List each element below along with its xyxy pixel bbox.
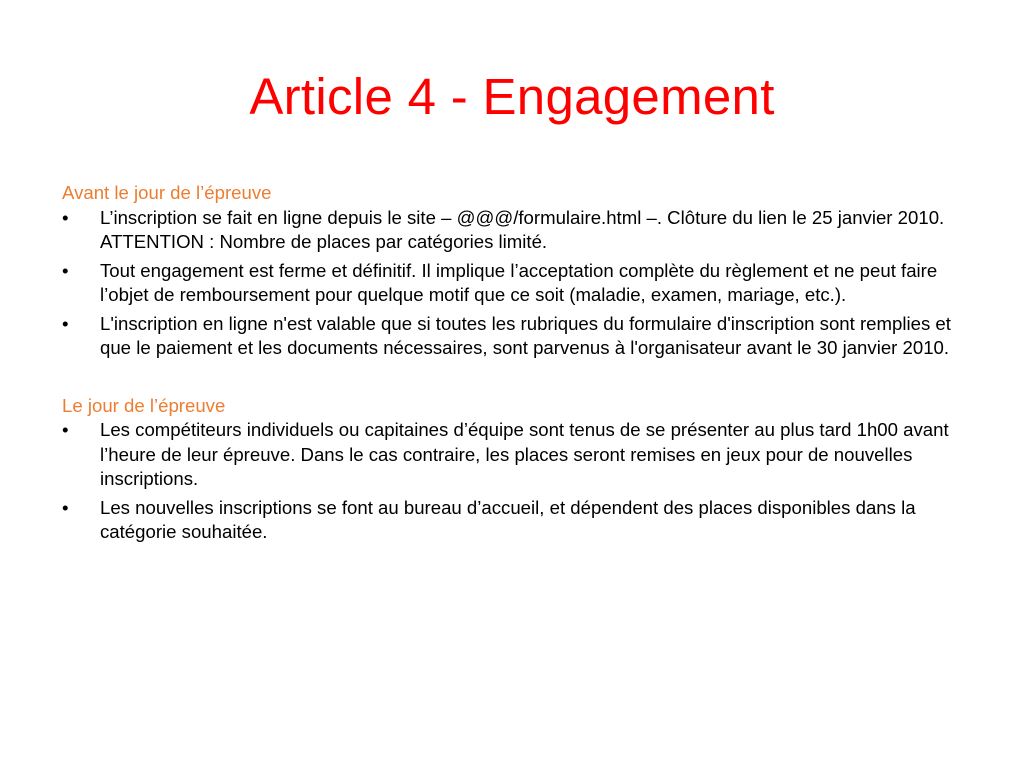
bullet-icon: • [62, 206, 69, 228]
list-item [62, 206, 962, 255]
section-before-event [62, 181, 962, 361]
bullet-icon: • [62, 496, 69, 518]
list-item-text: Les compétiteurs individuels ou capitaines d’équipe sont tenus de se présenter au plus tard 1h00 avant l’heure de leur épreuve. Dans le cas contraire, les places seront remises en jeux pour de nouvelles inscriptions. [100, 419, 949, 489]
slide-body [62, 181, 962, 549]
list-item [62, 259, 962, 308]
bullet-icon: • [62, 419, 69, 440]
list-item-text: L'inscription en ligne n'est valable que si toutes les rubriques du formulaire d'inscription sont remplies et que le paiement et les documents nécessaires, sont parvenus à l'organisateur avant le 30 janvier 2010. [100, 312, 951, 358]
list-item-text: Les nouvelles inscriptions se font au bureau d’accueil, et dépendent des places disponibles dans la catégorie souhaitée. [100, 496, 916, 542]
section-spacer [62, 365, 962, 394]
list-item [62, 496, 962, 545]
section-heading: Le jour de l’épreuve [62, 394, 226, 416]
bullet-icon: • [62, 312, 69, 334]
list-item [62, 418, 962, 492]
list-item-text: Tout engagement est ferme et définitif. Il implique l’acceptation complète du règlement et ne peut faire l’objet de remboursement pour quelque motif que ce soit (maladie, examen, mariage, etc.). [100, 259, 938, 305]
slide-title: Article 4 - Engagement [249, 68, 775, 125]
bullet-icon: • [62, 259, 69, 281]
list-item-text: L’inscription se fait en ligne depuis le site – @@@/formulaire.html –. Clôture du lien le 25 janvier 2010. ATTENTION : Nombre de places par catégories limité. [100, 206, 945, 252]
section-event-day [62, 394, 962, 545]
list-item [62, 312, 962, 361]
section-heading: Avant le jour de l’épreuve [62, 182, 272, 203]
